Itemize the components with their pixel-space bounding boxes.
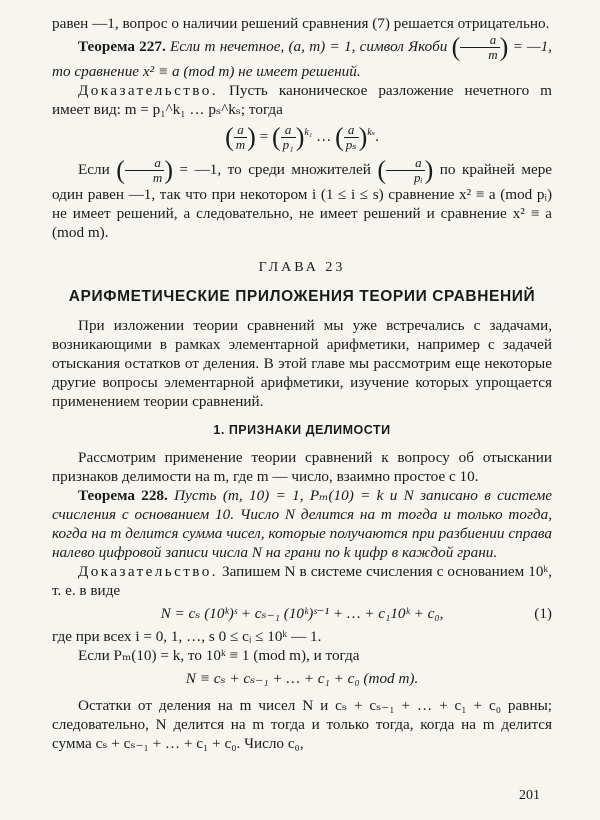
proof-228-text1: Запишем N в системе счисления с основанием 10ᵏ, т. е. в виде (52, 563, 552, 599)
ellipsis: … (316, 127, 332, 145)
chapter-title: АРИФМЕТИЧЕСКИЕ ПРИЛОЖЕНИЯ ТЕОРИИ СРАВНЕНИЙ (68, 288, 536, 305)
theorem-227-text2: = —1, то сравнение x² ≡ a (mod m) не имеет решений. (52, 37, 552, 80)
frac-num: a (460, 33, 499, 48)
text: = —1, то среди множителей (179, 160, 371, 178)
chapter-intro: При изложении теории сравнений мы уже встречались с задачами, возникающими в рамках элементарной арифметики, например с задачей отыскания остатков от деления. В этой главе мы рассмотрим еще некоторые другие вопросы элементарной арифметики, изучение которых упрощается применением теории сравнений. (52, 317, 552, 410)
frac-den: pₛ (345, 137, 357, 152)
formula-2-body: N ≡ cₛ + cₛ₋₁ + … + c₁ + c₀ (mod m). (185, 670, 419, 687)
frac-den: m (488, 47, 498, 62)
frac-den: m (152, 170, 163, 185)
proof-228-text2: где при всех i = 0, 1, …, s 0 ≤ cᵢ ≤ 10ᵏ — 1. (52, 628, 322, 645)
frac-den: m (235, 137, 246, 152)
section-paragraph: Рассмотрим применение теории сравнений к вопросу об отыскании признаков делимости на m, где m — число, взаимно простое с 10. (52, 449, 552, 485)
exponent: kₛ (367, 126, 376, 138)
theorem-227-text1: Если m нечетное, (a, m) = 1, символ Якоби (170, 37, 448, 55)
page-number: 201 (519, 788, 540, 803)
formula-1 (52, 604, 552, 623)
section-title: 1. ПРИЗНАКИ ДЕЛИМОСТИ (213, 423, 391, 437)
text: Если (78, 160, 110, 178)
frac-num: a (125, 156, 164, 171)
theorem-227 (52, 33, 552, 81)
proof-227-text1: Пусть каноническое разложение нечетного m имеет вид: m = p₁^k₁ … pₛ^kₛ; тогда (52, 82, 552, 118)
frac-num: a (234, 123, 247, 138)
formula-2 (52, 669, 552, 688)
frac-num: a (281, 123, 296, 138)
frac-num: a (344, 123, 359, 138)
jacobi-symbol (460, 33, 499, 62)
proof-227-intro (52, 81, 552, 119)
text: по крайней мере один равен —1, так что при некотором i (1 ≤ i ≤ s) сравнение x² ≡ a (mod pᵢ) не имеет решений, а следовательно, не имеет решений и сравнение x² ≡ a (mod m). (52, 160, 553, 241)
equals-sign: = (259, 127, 269, 145)
paren-left: ( (451, 32, 461, 62)
paren-right: ) (499, 32, 509, 62)
frac-den: pᵢ (414, 170, 423, 185)
formula-1-body: N = cₛ (10ᵏ)ˢ + cₛ₋₁ (10ᵏ)ˢ⁻¹ + … + c₁10ᵏ + c₀, (160, 605, 444, 622)
exponent: k₁ (304, 126, 313, 138)
paragraph-continued: равен —1, вопрос о наличии решений сравнения (7) решается отрицательно. (52, 15, 550, 32)
theorem-228 (52, 486, 552, 562)
equation-number: (1) (534, 605, 552, 622)
theorem-228-label: Теорема 228. (78, 487, 168, 504)
frac-den: p₁ (282, 137, 294, 152)
proof-228-intro (52, 562, 552, 600)
proof-228-text4: Остатки от деления на m чисел N и cₛ + cₛ₋₁ + … + c₁ + c₀ равны; следовательно, N делится на m тогда и только тогда, когда на m делится сумма cₛ + cₛ₋₁ + … + c₁ + c₀. Число c₀, (52, 697, 552, 752)
page-content (52, 14, 552, 753)
frac-num: a (386, 156, 425, 171)
theorem-228-text: Пусть (m, 10) = 1, Pₘ(10) = k и N записано в системе счисления с основанием 10. Число N делится на m тогда и только тогда, когда на m делится сумма чисел, которые получаются при разбиении справа налево цифровой записи числа N на грани по k цифр в каждой грани. (52, 487, 553, 561)
proof-227-label: Доказательство. (78, 82, 218, 99)
theorem-227-label: Теорема 227. (78, 37, 166, 55)
proof-228-text3: Если Pₘ(10) = k, то 10ᵏ ≡ 1 (mod m), и тогда (78, 647, 360, 664)
period: . (375, 127, 379, 145)
proof-227-conclusion: Если ( $\frac{a}{m}$ ) = —1, то среди множителей ( $\frac{a}{\text{pᵢ}}$ ) по крайней мере один равен —1, так что при некотором i (1 ≤ i ≤ s) сравнение x² ≡ a (mod pᵢ) не имеет решений, а следовательно, не имеет решений и сравнение x² ≡ a (mod m). (52, 155, 553, 241)
formula-jacobi-product: ( $\frac{a}{m}$ ) = ( $\frac{a}{\text{p₁}}$ )$^{k_1}$ … ( $\frac{a}{\text{pₛ}}$ )$^{k_s}$. (225, 122, 379, 152)
proof-228-label: Доказательство. (78, 563, 218, 580)
chapter-label: ГЛАВА 23 (258, 260, 346, 275)
